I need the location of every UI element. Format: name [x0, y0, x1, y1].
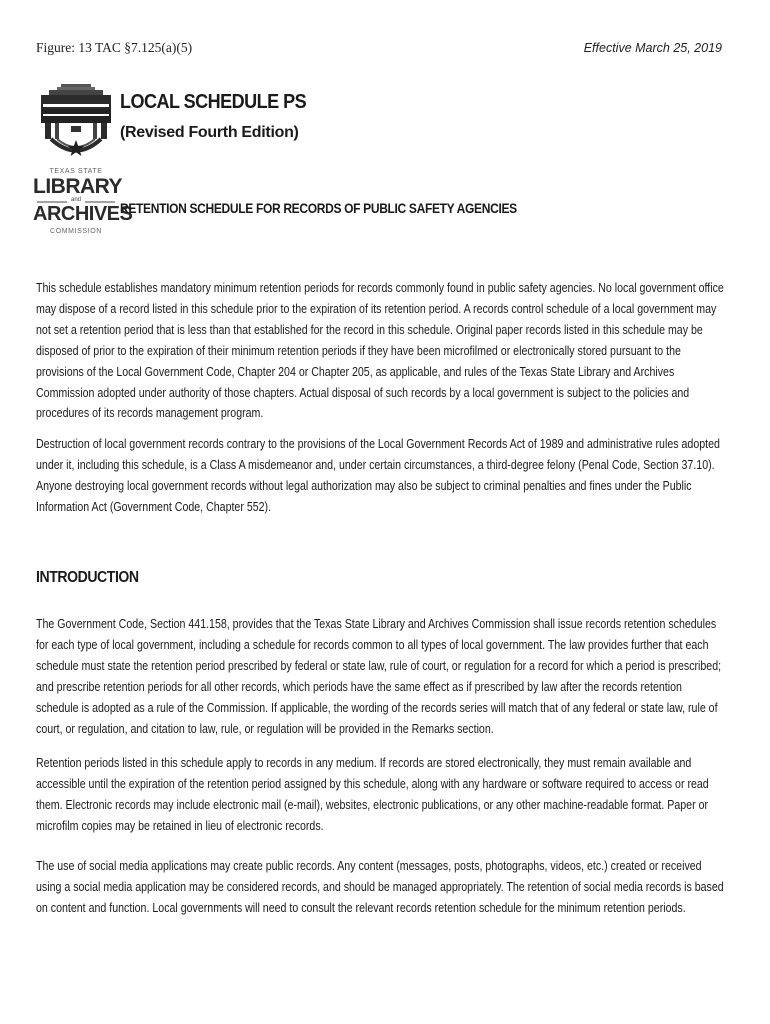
logo-commission: COMMISSION: [50, 228, 102, 235]
retention-schedule-heading: RETENTION SCHEDULE FOR RECORDS OF PUBLIC SAFETY AGENCIES: [120, 200, 517, 216]
paragraph-destruction-penalties: Destruction of local government records contrary to the provisions of the Local Government Records Act of 1989 and administrative rules adopted under it, including this schedule, is a Class A misdemeanor and, under certain circumstances, a third-degree felony (Penal Code, Section 37.10). Anyone destroying local government records without legal authorization may also be subject to criminal penalties and fines under the Public Information Act (Government Code, Chapter 552).: [36, 437, 720, 514]
archives-building-icon: [33, 82, 119, 162]
logo-and: and: [70, 197, 81, 203]
figure-reference: Figure: 13 TAC §7.125(a)(5): [36, 40, 193, 55]
introduction-heading: INTRODUCTION: [36, 569, 139, 586]
effective-date: Effective March 25, 2019: [583, 41, 722, 55]
paragraph-government-code: The Government Code, Section 441.158, provides that the Texas State Library and Archives Commission shall issue records retention schedules for each type of local government, including a schedule for records common to all types of local government. The law provides further that each schedule must state the retention period prescribed by federal or state law, rule of court, or regulation for a record for which a period is prescribed; and prescribe retention periods for all other records, which periods have the same effect as if prescribed by law after the records retention schedule is adopted as a rule of the Commission. If applicable, the wording of the records series will match that of any federal or state law, rule of court, or regulation, and citation to law, rule, or regulation will be provided in the Remarks section.: [36, 617, 722, 736]
paragraph-any-medium: Retention periods listed in this schedule apply to records in any medium. If records are stored electronically, they must remain available and accessible until the expiration of the retention period assigned by this schedule, along with any hardware or software required to access or read them. Electronic records may include electronic mail (e-mail), websites, electronic publications, or any other machine-readable format. Paper or microfilm copies may be retained in lieu of electronic records.: [36, 756, 709, 833]
logo-library: LIBRARY: [33, 175, 123, 198]
paragraph-mandatory-retention: This schedule establishes mandatory minimum retention periods for records commonly found in public safety agencies. No local government office may dispose of a record listed in this schedule prior to the expiration of its retention period. A records control schedule of a local government may not set a retention period that is less than that established for the record in this schedule. Original paper records listed in this schedule may be disposed of prior to the expiration of their minimum retention periods if they have been microfilmed or electronically stored pursuant to the provisions of the Local Government Code, Chapter 204 or Chapter 205, as applicable, and rules of the Texas State Library and Archives Commission adopted under authority of those chapters. Actual disposal of such records by a local government is subject to the policies and procedures of its records management program.: [36, 281, 724, 421]
paragraph-social-media: The use of social media applications may create public records. Any content (messages, posts, photographs, videos, etc.) created or received using a social media application may be considered records, and should be managed appropriately. The retention of social media records is based on content and function. Local governments will need to consult the relevant records retention schedule for the minimum retention periods.: [36, 859, 724, 915]
logo-archives: ARCHIVES: [33, 203, 133, 225]
document-subtitle: (Revised Fourth Edition): [120, 124, 299, 141]
document-title: LOCAL SCHEDULE PS: [120, 90, 307, 113]
logo-texas-state: TEXAS STATE: [49, 168, 103, 175]
